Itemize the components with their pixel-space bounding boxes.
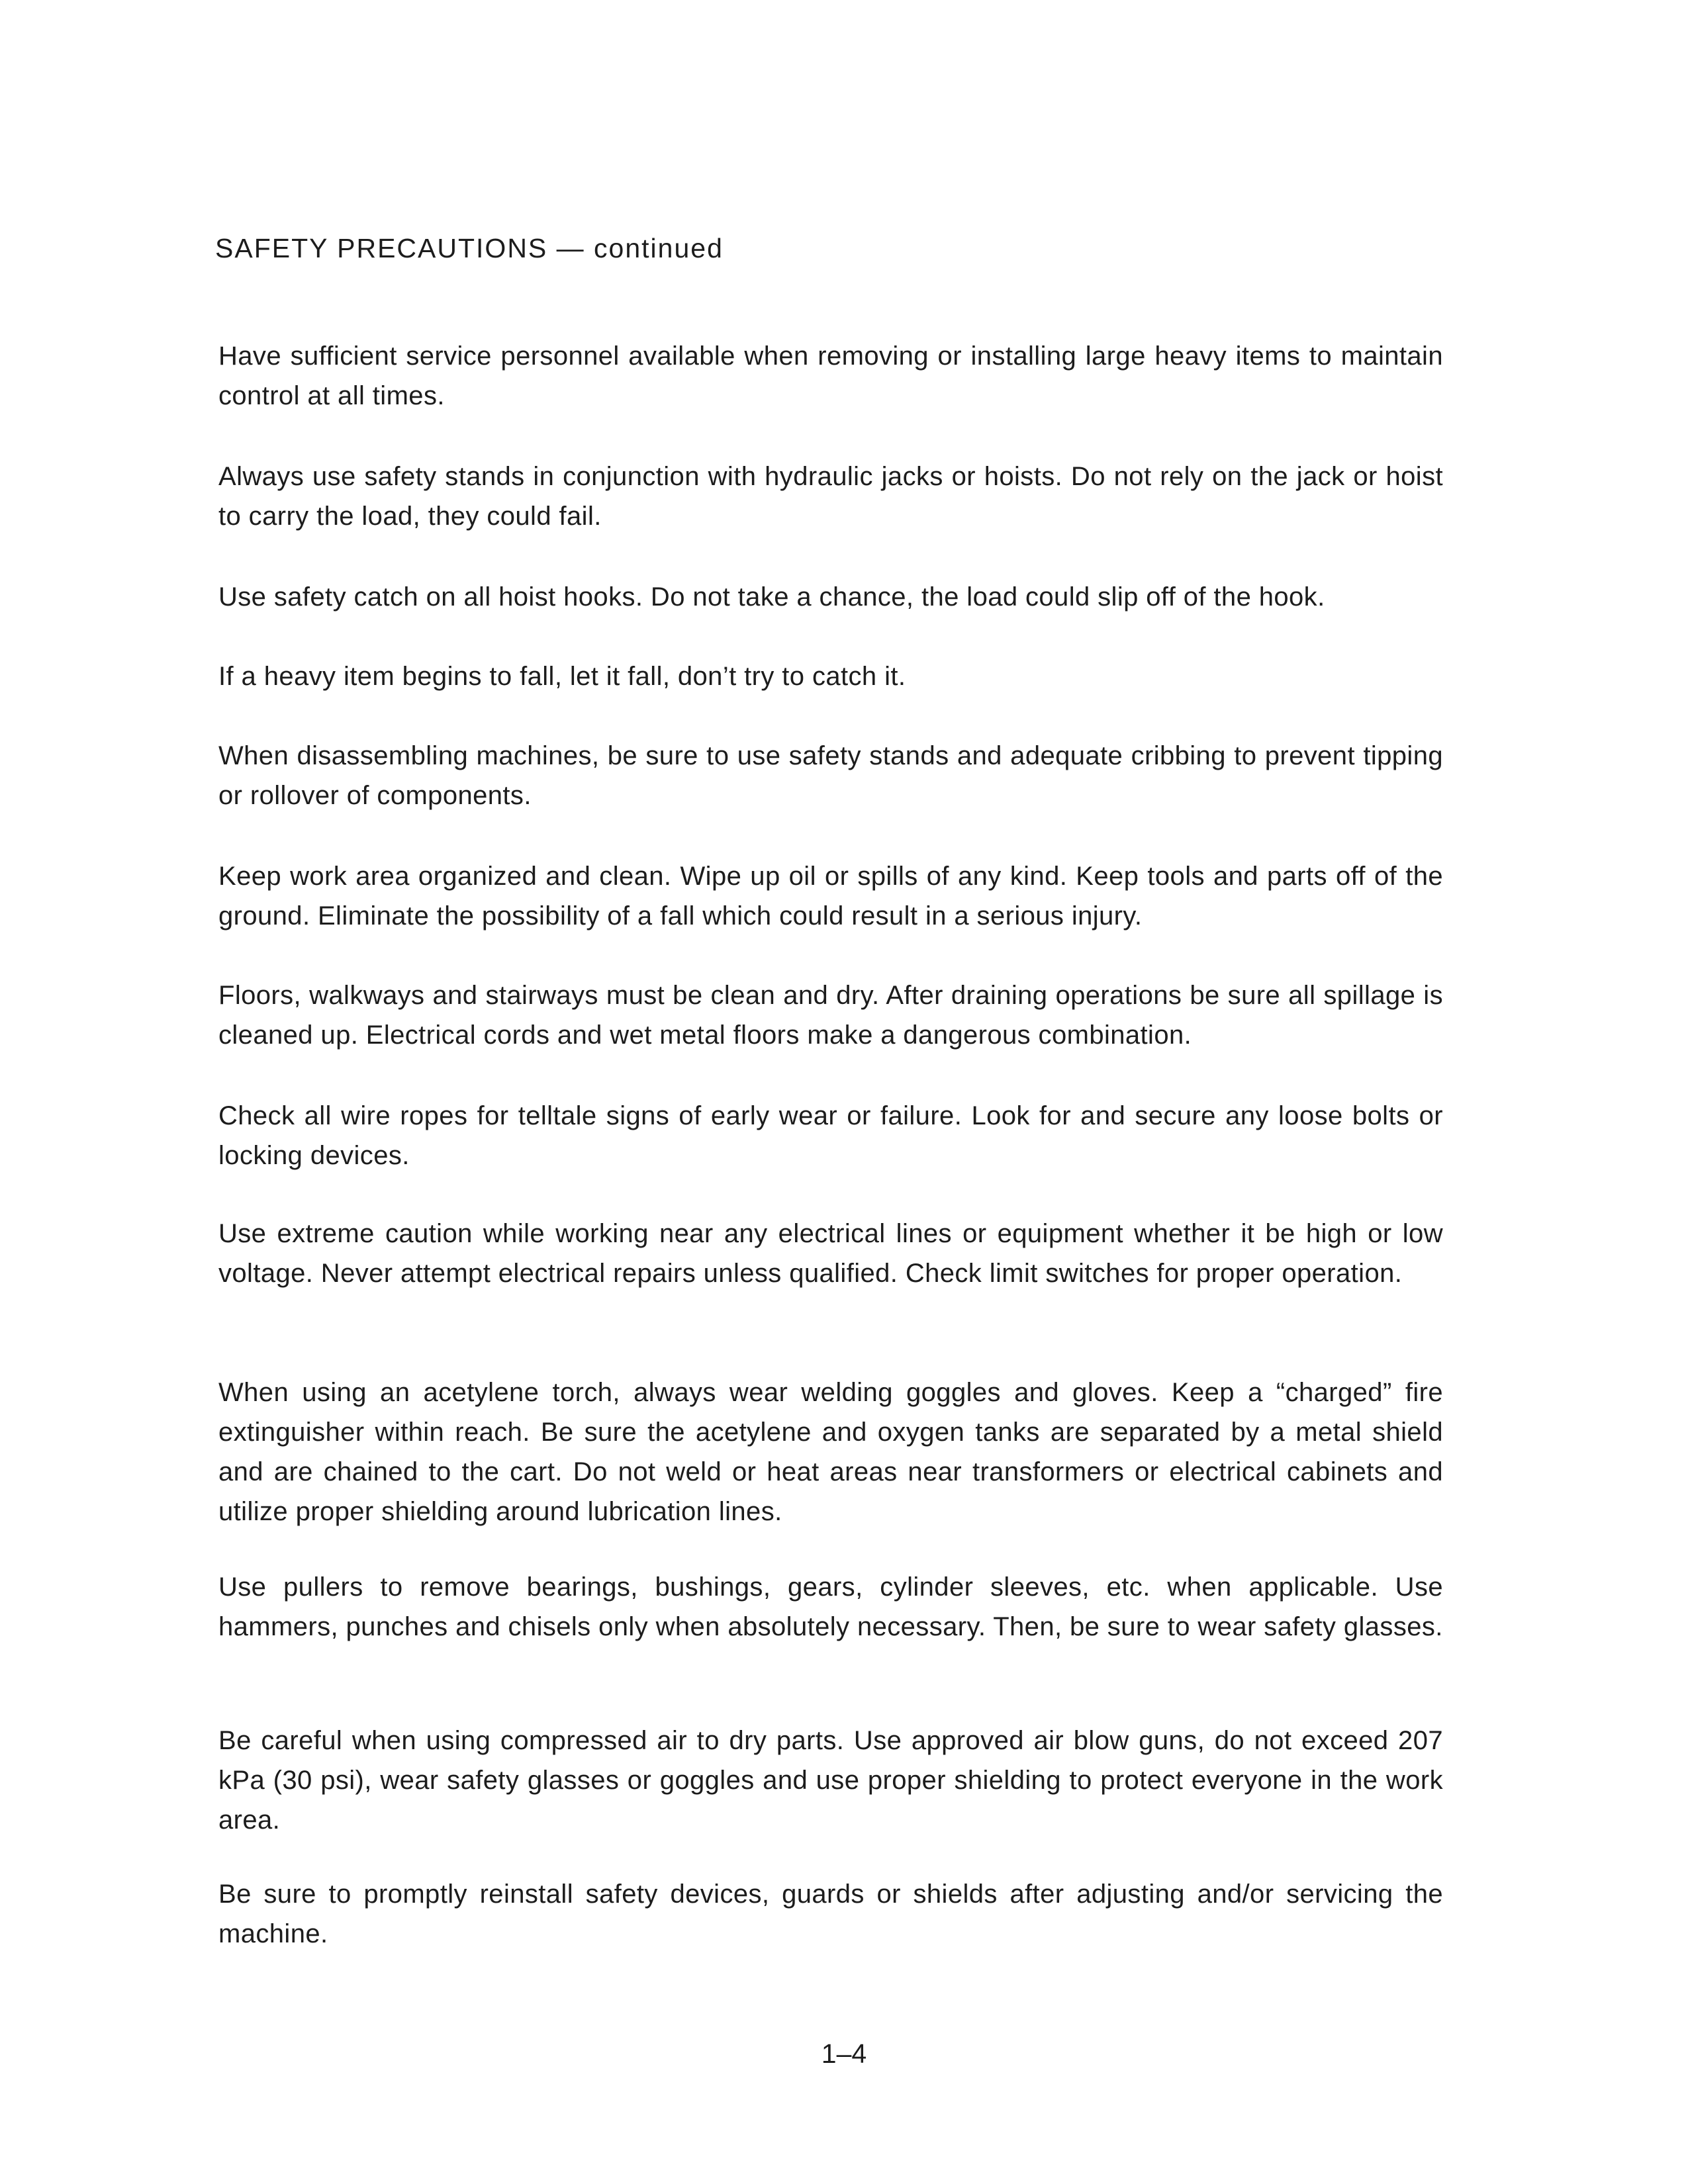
paragraph-floors-walkways: Floors, walkways and stairways must be clean and dry. After draining operations be sure all spillage is cleaned up. Electrical cords and wet metal floors make a dangerous combination. [218,981,1443,1050]
page-number: 1–4 [821,2038,867,2069]
paragraph-service-personnel: Have sufficient service personnel available when removing or installing large heavy items to maintain control at all times. [218,341,1443,410]
paragraph-work-area: Keep work area organized and clean. Wipe up oil or spills of any kind. Keep tools and parts off of the ground. Eliminate the possibility of a fall which could result in a serious injury. [218,862,1443,931]
paragraph-disassembling-machines: When disassembling machines, be sure to use safety stands and adequate cribbing to prevent tipping or rollover of components. [218,741,1443,810]
paragraph-safety-stands: Always use safety stands in conjunction with hydraulic jacks or hoists. Do not rely on the jack or hoist to carry the load, they could fail. [218,462,1443,531]
section-heading: SAFETY PRECAUTIONS — continued [215,233,724,263]
paragraph-heavy-item-falling: If a heavy item begins to fall, let it fall, don’t try to catch it. [218,662,906,691]
paragraph-acetylene-torch: When using an acetylene torch, always wear welding goggles and gloves. Keep a “charged” fire extinguisher within reach. Be sure the acetylene and oxygen tanks are separated by a metal shield and are chained to the cart. Do not weld or heat areas near transformers or electrical cabinets and utilize proper shielding around lubrication lines. [218,1378,1443,1526]
paragraph-safety-devices: Be sure to promptly reinstall safety devices, guards or shields after adjusting and/or servicing the machine. [218,1880,1443,1948]
paragraph-wire-ropes: Check all wire ropes for telltale signs of early wear or failure. Look for and secure any loose bolts or locking devices. [218,1101,1443,1170]
paragraph-compressed-air: Be careful when using compressed air to dry parts. Use approved air blow guns, do not exceed 207 kPa (30 psi), wear safety glasses or goggles and use proper shielding to protect everyone in the work area. [218,1726,1443,1835]
paragraph-safety-catch: Use safety catch on all hoist hooks. Do not take a chance, the load could slip off of the hook. [218,582,1325,612]
paragraph-electrical-lines: Use extreme caution while working near any electrical lines or equipment whether it be high or low voltage. Never attempt electrical repairs unless qualified. Check limit switches for proper operation. [218,1219,1443,1288]
paragraph-pullers: Use pullers to remove bearings, bushings, gears, cylinder sleeves, etc. when applicable. Use hammers, punches and chisels only when absolutely necessary. Then, be sure to wear safety glasses. [218,1572,1443,1641]
